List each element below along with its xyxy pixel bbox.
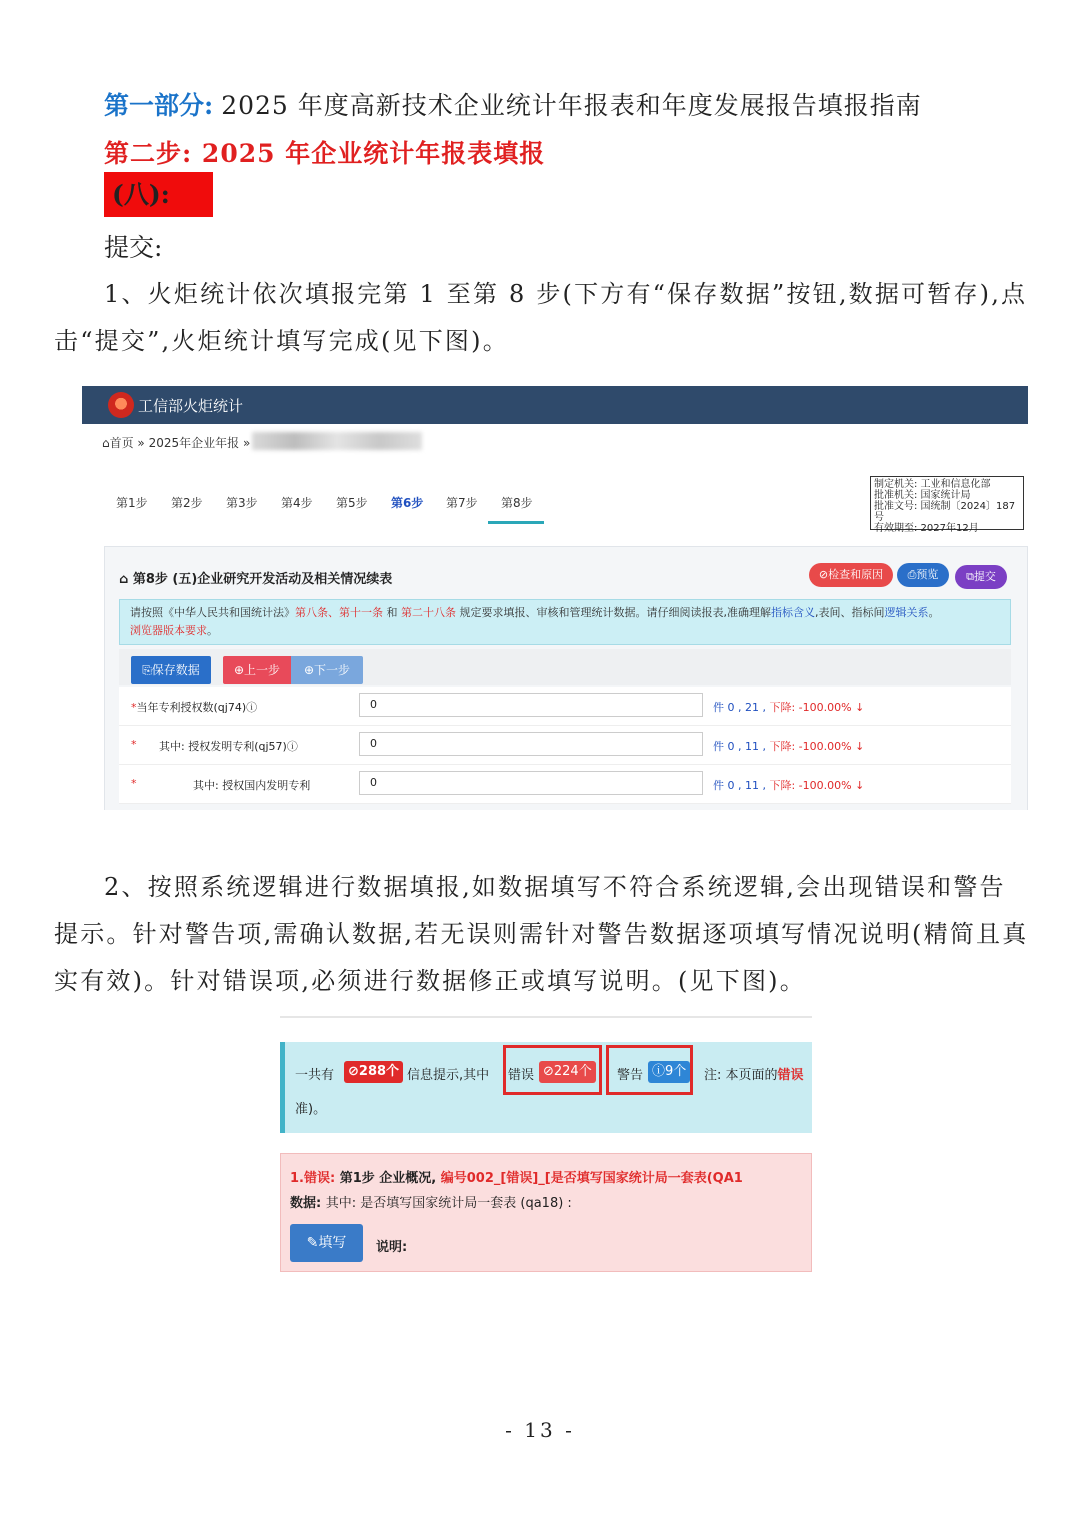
- app-title: 工信部火炬统计: [138, 397, 244, 415]
- paragraph-2-text: 2、按照系统逻辑进行数据填报,如数据填写不符合系统逻辑,会出现错误和警告提示。针对警告项,需确认数据,若无误则需针对警告数据逐项填写情况说明(精简且真实有效)。针对错误项,必须进行数据修正或填写说明。(见下图)。: [54, 873, 1029, 995]
- domestic-invention-patents-input[interactable]: 0: [359, 771, 703, 795]
- required-star: *: [131, 738, 137, 751]
- total-count-badge: ⊘288个: [344, 1061, 403, 1083]
- paragraph-1-text: 1、火炬统计依次填报完第 1 至第 8 步(下方有“保存数据”按钮,数据可暂存),点击“提交”,火炬统计填写完成(见下图)。: [54, 280, 1028, 355]
- active-tab-indicator: [488, 521, 544, 524]
- panel-title: ⌂ 第8步 (五)企业研究开发活动及相关情况续表: [119, 572, 393, 587]
- error-count-badge[interactable]: ⊘224个: [539, 1061, 596, 1083]
- error-data-label: 数据:: [290, 1196, 326, 1211]
- tab-step-5[interactable]: 第5步: [336, 496, 368, 510]
- screenshot-error-summary: [280, 1016, 812, 1272]
- row-label: [131, 699, 257, 715]
- form-panel: [104, 546, 1028, 810]
- row-hint: [713, 699, 864, 715]
- app-header: [82, 386, 1028, 424]
- check-reason-button[interactable]: ⊘检查和原因: [809, 563, 893, 587]
- next-step-button[interactable]: ⊕下一步: [291, 656, 363, 684]
- page-number: - 13 -: [505, 1418, 575, 1442]
- browser-requirement-link[interactable]: 浏览器版本要求: [130, 624, 207, 637]
- notice-and: 和: [386, 606, 398, 619]
- submit-label: 提交:: [104, 233, 163, 262]
- error-step: 第1步 企业概况,: [339, 1171, 437, 1186]
- tab-step-6[interactable]: 第6步: [391, 496, 424, 510]
- required-star: *: [131, 701, 137, 714]
- breadcrumb[interactable]: ⌂首页 » 2025年企业年报 »: [102, 436, 251, 450]
- error-data-text: 其中: 是否填写国家统计局一套表 (qa18) :: [325, 1196, 572, 1211]
- error-item: [280, 1153, 812, 1272]
- hint-decline: 下降: -100.00% ↓: [765, 740, 865, 753]
- screenshot-submit-page: [82, 386, 1028, 810]
- warning-count-badge[interactable]: ⓘ9个: [648, 1061, 690, 1083]
- form-row: [119, 726, 1011, 765]
- stamp-line-4: 有效期至: 2027年12月: [874, 523, 979, 534]
- note-tail: 准)。: [295, 1102, 327, 1117]
- preview-button[interactable]: ⎙预览: [897, 563, 949, 587]
- law-notice: [119, 599, 1011, 645]
- hint-values: 件 0 , 11 ,: [713, 740, 766, 753]
- blurred-company-name: [252, 432, 422, 450]
- prev-step-button[interactable]: ⊕上一步: [223, 656, 291, 684]
- notice-period-2: 。: [207, 624, 218, 637]
- hint-values: 件 0 , 11 ,: [713, 779, 766, 792]
- part-text: 2025 年度高新技术企业统计年报表和年度发展报告填报指南: [221, 91, 922, 120]
- stamp-line-2: 批准机关: 国家统计局: [874, 490, 971, 501]
- hint-values: 件 0 , 21 ,: [713, 701, 766, 714]
- step-heading: 第二步: 2025 年企业统计年报表填报: [104, 139, 546, 168]
- note-text: [704, 1064, 804, 1083]
- stamp-line-1: 制定机关: 工业和信息化部: [874, 479, 991, 490]
- row-label-text: 其中: 授权发明专利(qj57)ⓘ: [159, 740, 298, 753]
- notice-period: 。: [928, 606, 940, 619]
- part-heading: [104, 88, 922, 124]
- tab-step-4[interactable]: 第4步: [281, 496, 313, 510]
- note-red: 错误: [777, 1068, 804, 1083]
- error-label: 错误: [508, 1068, 535, 1083]
- form-row: [119, 687, 1011, 726]
- indicator-meaning-link[interactable]: 指标含义: [771, 606, 815, 619]
- notice-text: 请按照《中华人民共和国统计法》: [130, 606, 295, 619]
- required-star: *: [131, 777, 137, 790]
- info-text: 信息提示,其中: [407, 1068, 490, 1083]
- tab-step-2[interactable]: 第2步: [171, 496, 203, 510]
- row-label-text: 其中: 授权国内发明专利: [193, 779, 311, 792]
- logic-relation-link[interactable]: 逻辑关系: [884, 606, 929, 619]
- error-title: [290, 1167, 743, 1186]
- error-code: 编号002_[错误]_[是否填写国家统计局一套表(QA1: [440, 1171, 743, 1186]
- form-row: [119, 765, 1011, 804]
- warning-label: 警告: [617, 1068, 644, 1083]
- notice-law-article-28[interactable]: 第二十八条: [401, 606, 456, 619]
- hint-decline: 下降: -100.00% ↓: [765, 701, 865, 714]
- save-data-button[interactable]: ⎘保存数据: [131, 656, 211, 684]
- stamp-line-3: 批准文号: 国统制〔2024〕187号: [874, 501, 1016, 523]
- section-tag-box: [104, 172, 213, 217]
- tab-step-7[interactable]: 第7步: [446, 496, 478, 510]
- row-label-text: 当年专利授权数(qj74)ⓘ: [136, 701, 258, 714]
- error-highlight-box: [503, 1045, 602, 1095]
- note-prefix: 注: 本页面的: [704, 1068, 778, 1083]
- torch-logo-icon: [108, 392, 134, 418]
- total-prefix: 一共有: [295, 1068, 335, 1083]
- paragraph-1: [54, 271, 1029, 365]
- hint-decline: 下降: -100.00% ↓: [765, 779, 865, 792]
- error-data: [290, 1192, 572, 1211]
- tab-step-1[interactable]: 第1步: [116, 496, 148, 510]
- row-hint: [713, 777, 864, 793]
- submit-button[interactable]: ⧉提交: [955, 565, 1007, 589]
- row-hint: [713, 738, 864, 754]
- patent-grants-input[interactable]: 0: [359, 693, 703, 717]
- paragraph-2: [54, 864, 1029, 1005]
- warning-highlight-box: [606, 1045, 693, 1095]
- divider: [280, 1016, 812, 1018]
- part-label: 第一部分:: [104, 91, 214, 120]
- error-index: 1.错误:: [290, 1171, 340, 1186]
- invention-patents-input[interactable]: 0: [359, 732, 703, 756]
- form-toolbar: [119, 649, 1011, 685]
- notice-law-articles[interactable]: 第八条、第十一条: [295, 606, 383, 619]
- notice-text-2: 规定要求填报、审核和管理统计数据。请仔细阅读报表,准确理解: [459, 606, 771, 619]
- description-label: 说明:: [376, 1240, 408, 1255]
- tab-step-8[interactable]: 第8步: [501, 496, 533, 510]
- fill-in-button[interactable]: ✎填写: [290, 1224, 363, 1262]
- section-tag: (八):: [112, 180, 170, 209]
- notice-text-3: ,表间、指标间: [815, 606, 885, 619]
- tab-step-3[interactable]: 第3步: [226, 496, 258, 510]
- approval-stamp: [870, 476, 1024, 534]
